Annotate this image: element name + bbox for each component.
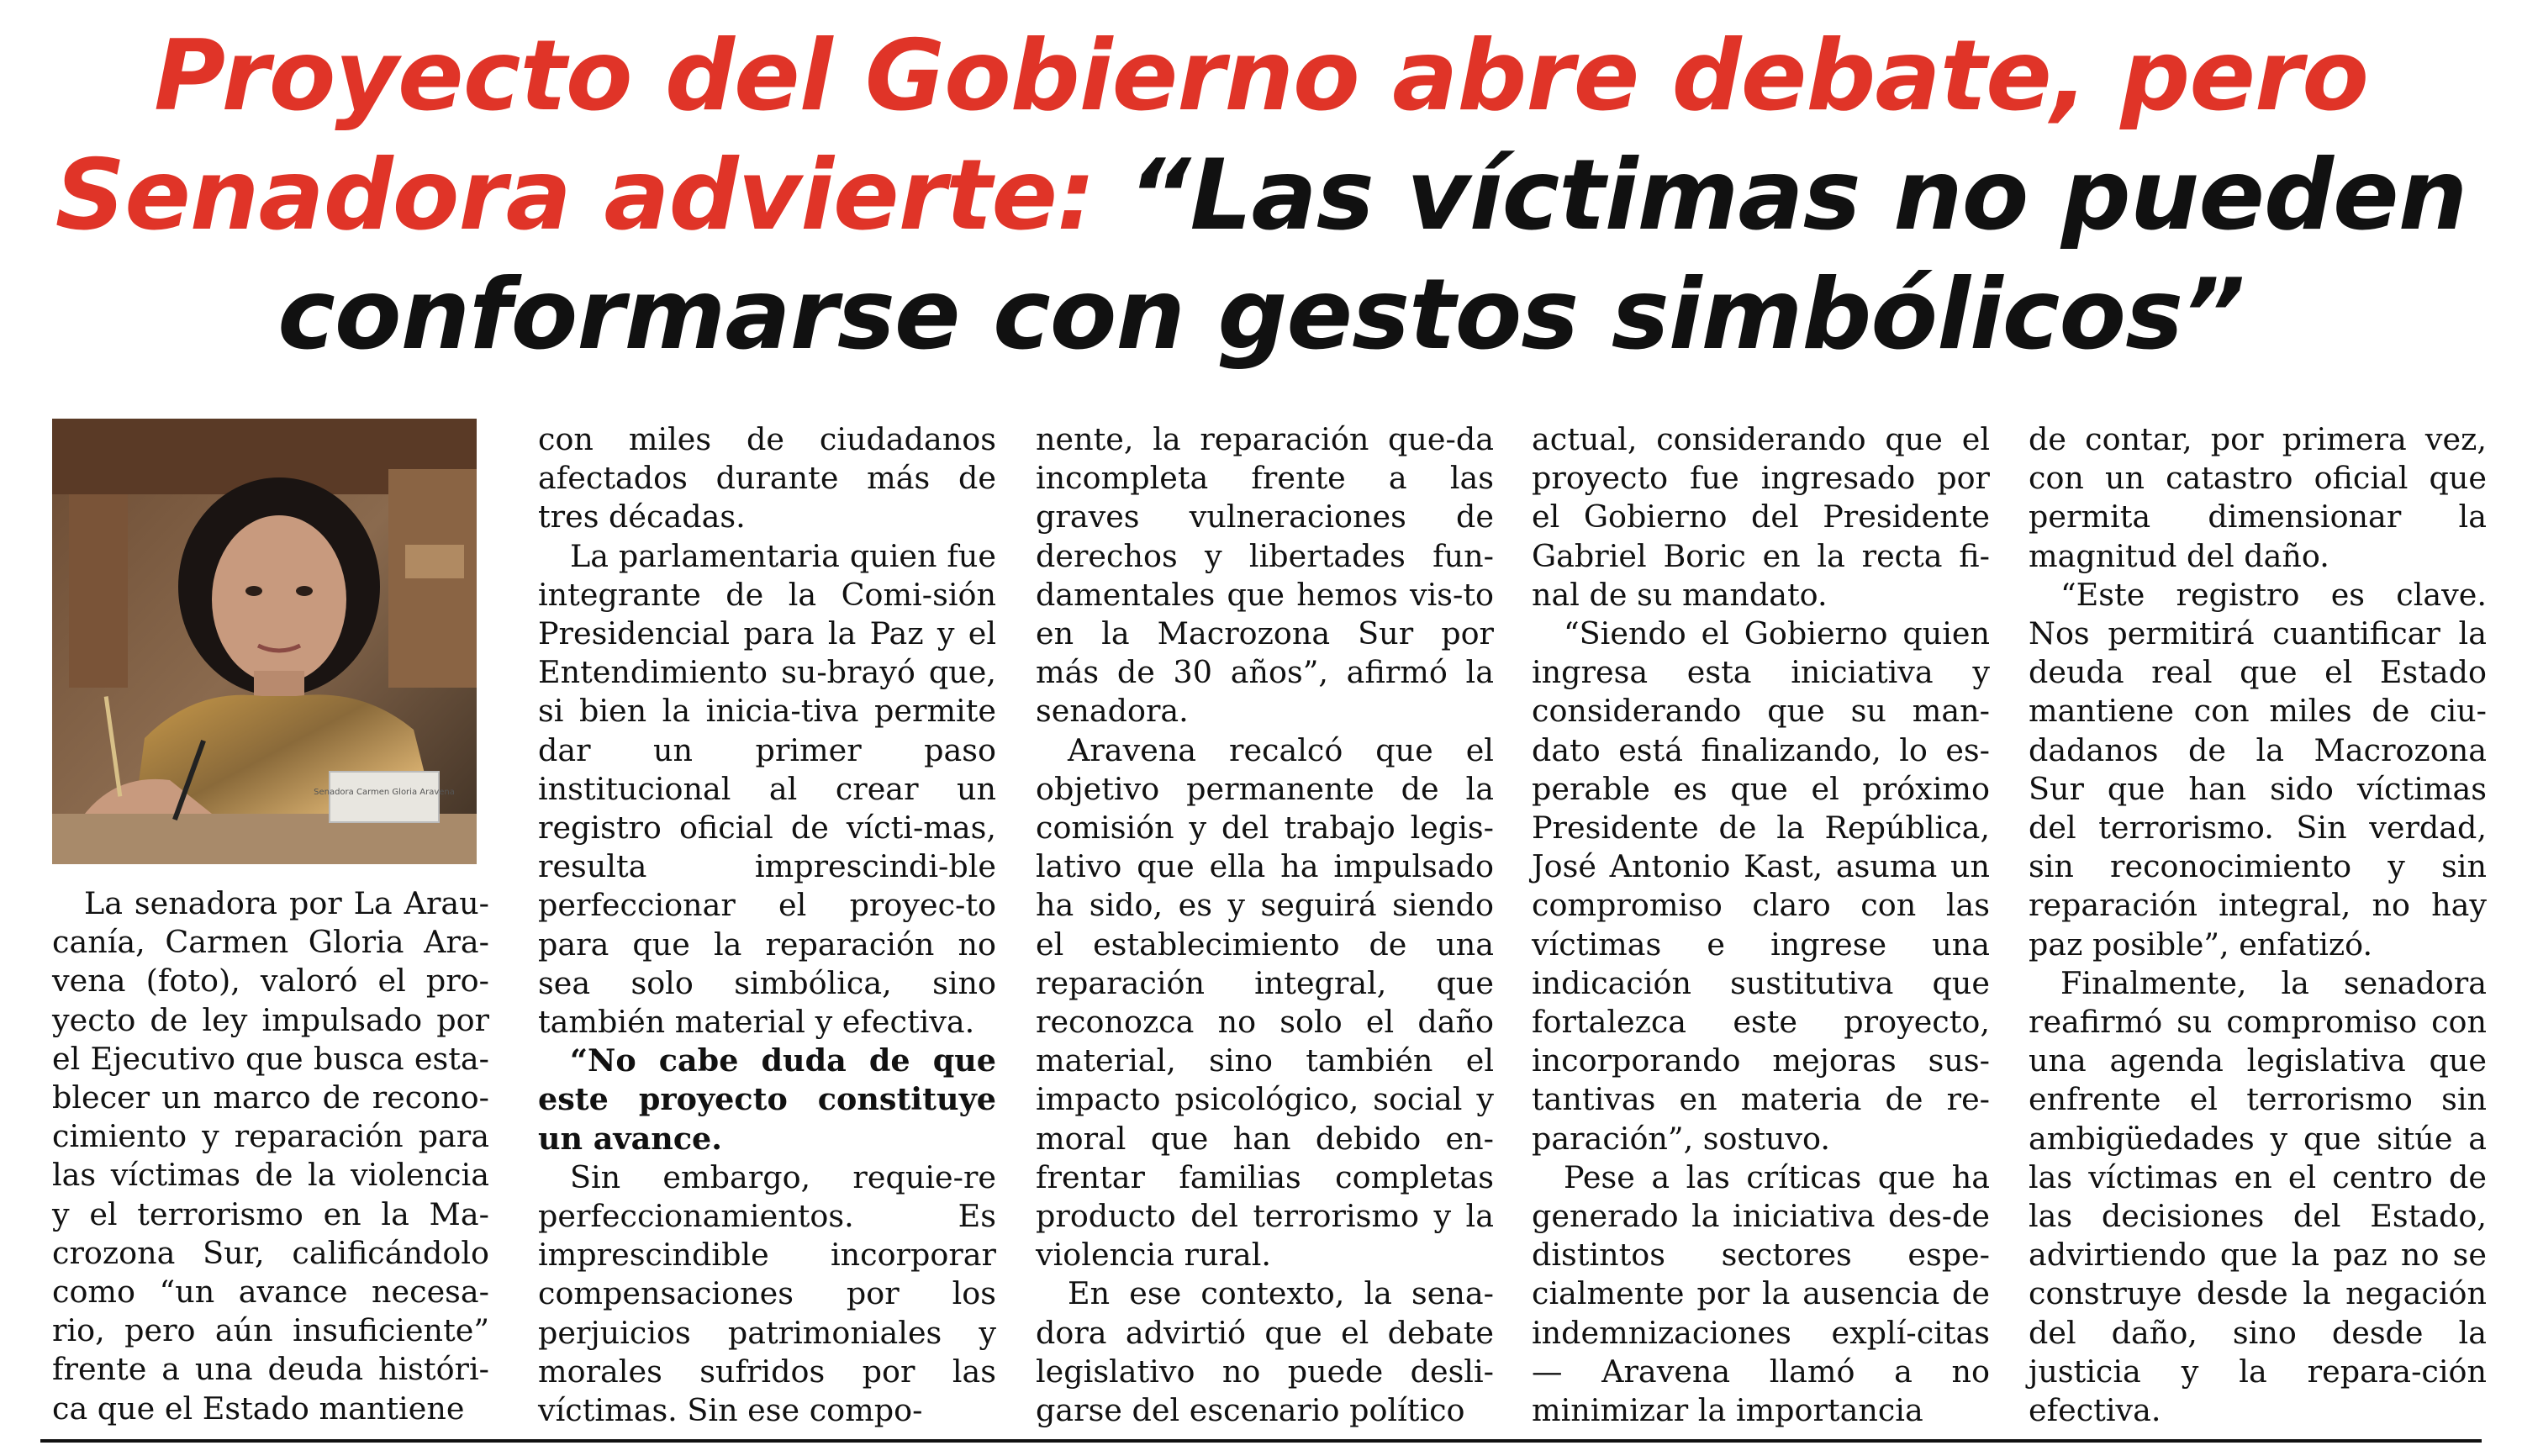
senator-photo bbox=[52, 419, 477, 864]
paragraph: “Este registro es clave. Nos permitirá cuantificar la deuda real que el Estado mantiene con miles de ciu-dadanos de la Macrozona Sur que han sido víctimas del terrorismo. Sin verdad, sin reconocimiento y sin reparación integral, no hay paz posible”, enfatizó. bbox=[2029, 576, 2487, 963]
paragraph: “Siendo el Gobierno quien ingresa esta iniciativa y considerando que su man-dato está finalizando, lo es-perable es que el próximo Presidente de la República, José Antonio Kast, asuma un compromiso claro con las víctimas e ingrese una indicación sustitutiva que fortalezca este proyecto, incorporando mejoras sus-tantivas en materia de re-paración”, sostuvo. bbox=[1532, 615, 1990, 1157]
headline-red-part: Proyecto del Gobierno abre debate, pero Senadora advierte: bbox=[55, 19, 2368, 252]
paragraph: con miles de ciudadanos afectados durante más de tres décadas. bbox=[538, 421, 996, 535]
headline-quote: “Las víctimas no pueden conformarse con gestos simbólicos” bbox=[277, 139, 2467, 372]
paragraph: Aravena recalcó que el objetivo permanente de la comisión y del trabajo legis-lativo que ella ha impulsado ha sido, es y seguirá siendo el establecimiento de una reparación integral, que reconozca no solo el daño material, sino también el impacto psicológico, social y moral que han debido en-frentar familias completas producto del terrorismo y la violencia rural. bbox=[1036, 731, 1494, 1274]
headline bbox=[34, 17, 2488, 375]
bottom-rule bbox=[40, 1439, 2482, 1443]
paragraph: La parlamentaria quien fue integrante de la Comi-sión Presidencial para la Paz y el Entendimiento su-brayó que, si bien la inicia-tiva permite dar un primer paso institucional al crear un registro oficial de vícti-mas, resulta imprescindi-ble perfeccionar el proyec-to para que la reparación no sea solo simbólica, sino también material y efectiva. bbox=[538, 537, 996, 1041]
senator-portrait-photo bbox=[52, 419, 477, 864]
paragraph: actual, considerando que el proyecto fue ingresado por el Gobierno del Presidente Gabriel Boric en la recta fi-nal de su mandato. bbox=[1532, 421, 1990, 613]
article-column-5 bbox=[2029, 420, 2487, 1430]
paragraph: de contar, por primera vez, con un catastro oficial que permita dimensionar la magnitud del daño. bbox=[2029, 421, 2487, 574]
paragraph: Finalmente, la senadora reafirmó su compromiso con una agenda legislativa que enfrente el terrorismo sin ambigüedades y que sitúe a las víctimas en el centro de las decisiones del Estado, advirtiendo que la paz no se construye desde la negación del daño, sino desde la justicia y la repara-ción efectiva. bbox=[2029, 964, 2487, 1429]
paragraph: nente, la reparación que-da incompleta frente a las graves vulneraciones de derechos y libertades fun-damentales que hemos vis-to en la Macrozona Sur por más de 30 años”, afirmó la senadora. bbox=[1036, 421, 1494, 730]
article-column-2 bbox=[538, 420, 996, 1430]
article-column-3 bbox=[1036, 420, 1494, 1430]
nameplate-text: Senadora Carmen Gloria Aravena bbox=[314, 788, 455, 797]
article-column-1 bbox=[52, 884, 489, 1428]
paragraph: En ese contexto, la sena-dora advirtió que el debate legislativo no puede desli-garse del escenario político bbox=[1036, 1275, 1494, 1429]
paragraph: Pese a las críticas que ha generado la iniciativa des-de distintos sectores espe-cialmente por la ausencia de indemnizaciones explí-citas— Aravena llamó a no minimizar la importancia bbox=[1532, 1158, 1990, 1429]
paragraph: Sin embargo, requie-re perfeccionamientos. Es imprescindible incorporar compensaciones por los perjuicios patrimoniales y morales sufridos por las víctimas. Sin ese compo- bbox=[538, 1158, 996, 1429]
paragraph: La senadora por La Arau-canía, Carmen Gloria Ara-vena (foto), valoró el pro-yecto de ley impulsado por el Ejecutivo que busca esta-blecer un marco de recono-cimiento y reparación para las víctimas de la violencia y el terrorismo en la Ma-crozona Sur, calificándolo como “un avance necesa-rio, pero aún insuficiente” frente a una deuda históri-ca que el Estado mantiene bbox=[52, 885, 489, 1427]
article-column-4 bbox=[1532, 420, 1990, 1430]
pull-quote: “No cabe duda de que este proyecto constituye un avance. bbox=[538, 1042, 996, 1157]
